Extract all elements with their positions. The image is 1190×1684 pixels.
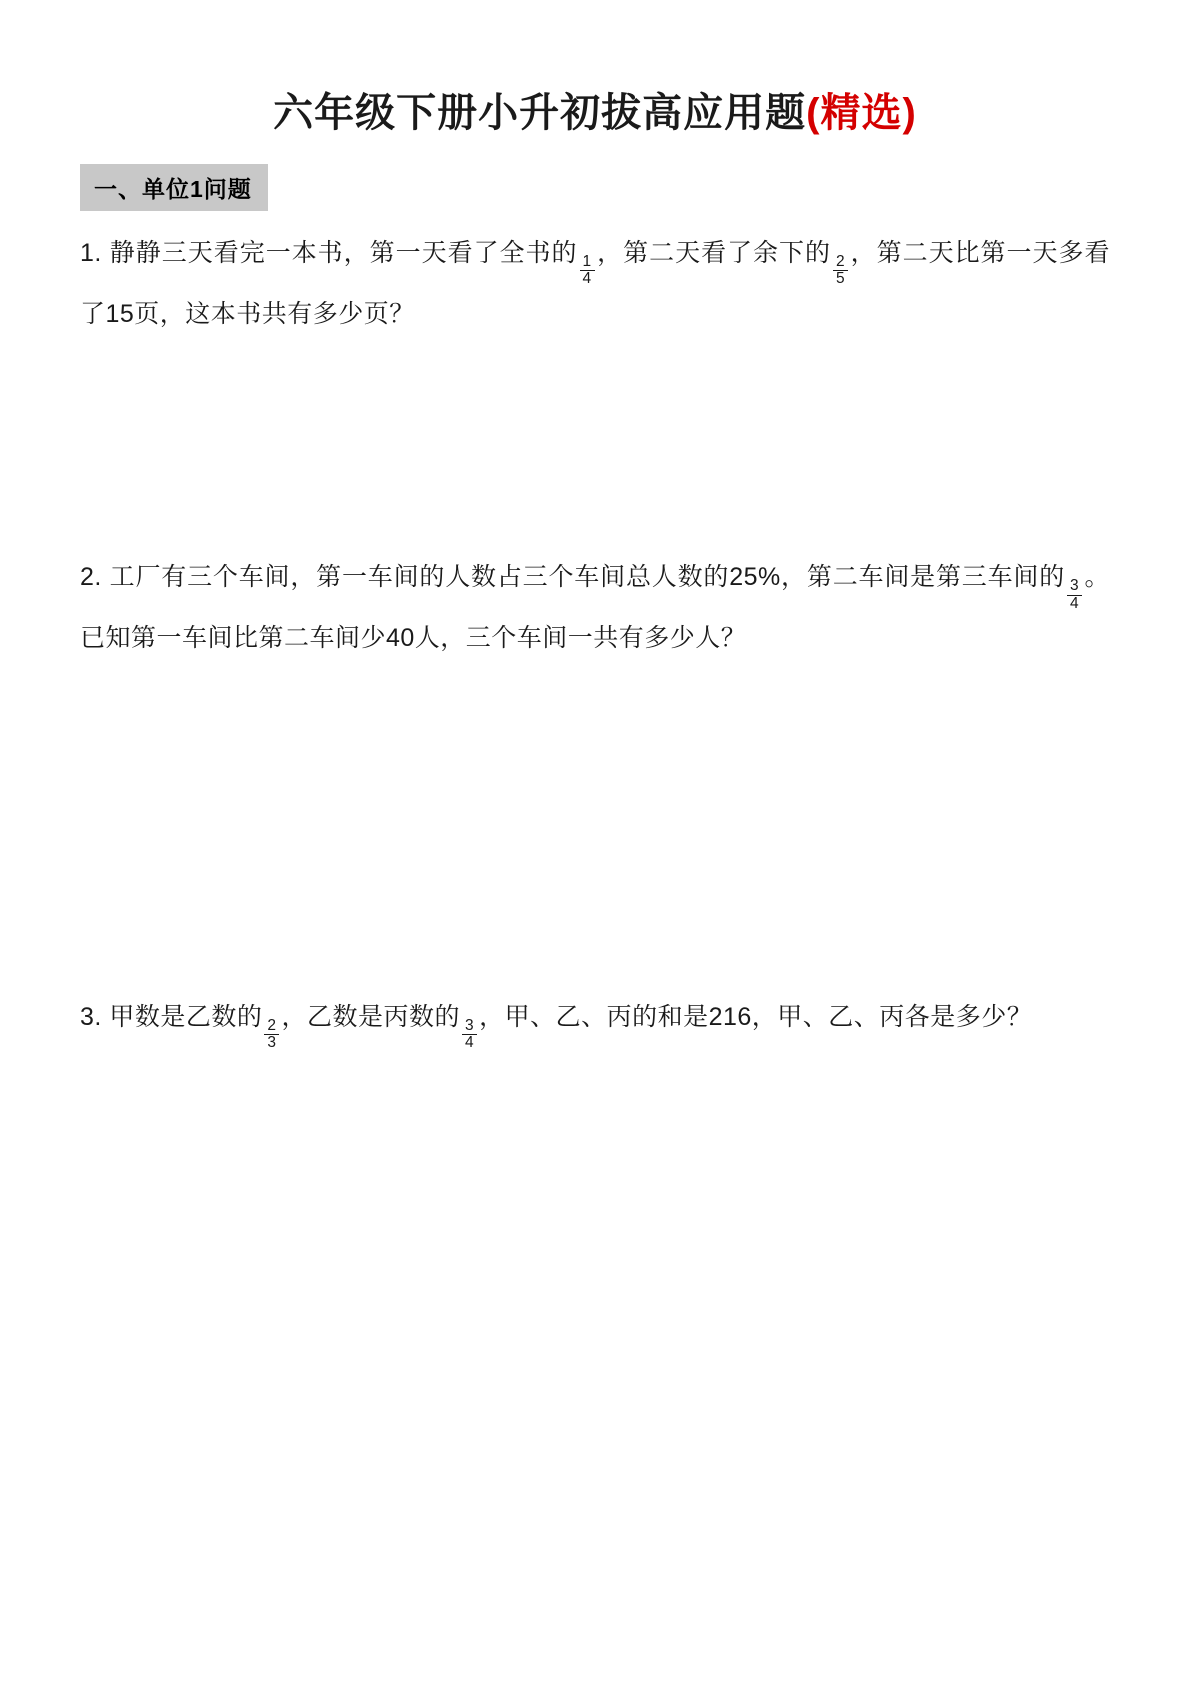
problem-1-fraction-2 — [833, 254, 848, 288]
fraction-denominator: 4 — [1067, 595, 1082, 612]
page-title-bracket-open: ( — [806, 91, 821, 135]
page-title — [80, 88, 1110, 138]
section-heading: 一、单位1问题 — [80, 164, 268, 211]
problem-3-number: 3. — [80, 1002, 102, 1031]
answer-space-1 — [80, 338, 1110, 553]
fraction-numerator: 3 — [1070, 577, 1080, 595]
problem-item-1 — [80, 229, 1110, 338]
fraction-denominator: 5 — [833, 270, 848, 287]
page-title-main: 六年级下册小升初拔高应用题 — [273, 91, 807, 135]
page-title-accent: 精选 — [820, 91, 903, 135]
problem-2-text-part2: 。已知第一车间比第二车间少40人，三个车间一共有多少人？ — [80, 563, 1110, 652]
fraction-numerator: 2 — [836, 253, 846, 271]
problem-1-text-part2: ，第二天看了余下的 — [596, 239, 832, 267]
answer-space-3 — [80, 1053, 1110, 1113]
fraction-denominator: 3 — [264, 1034, 279, 1051]
problem-1-number: 1. — [80, 239, 102, 267]
problem-2-number: 2. — [80, 563, 102, 592]
problem-item-2 — [80, 553, 1110, 662]
problem-2-fraction-1 — [1067, 578, 1082, 612]
problem-3-text-part2: ，乙数是丙数的 — [281, 1002, 460, 1031]
problem-3-text-part3: ，甲、乙、丙的和是216，甲、乙、丙各是多少？ — [479, 1002, 1033, 1031]
fraction-denominator: 4 — [580, 270, 595, 287]
section-heading-wrap — [80, 164, 1110, 229]
page-title-bracket-close: ) — [902, 91, 917, 135]
problem-item-3 — [80, 993, 1110, 1054]
problem-2-text-part1: 工厂有三个车间，第一车间的人数占三个车间总人数的25%，第二车间是第三车间的 — [109, 563, 1066, 592]
problem-3-text-part1: 甲数是乙数的 — [109, 1002, 263, 1031]
fraction-numerator: 1 — [582, 253, 592, 271]
fraction-denominator: 4 — [462, 1034, 477, 1051]
answer-space-2 — [80, 663, 1110, 993]
problem-3-fraction-1 — [264, 1018, 279, 1052]
problem-3-fraction-2 — [462, 1018, 477, 1052]
fraction-numerator: 2 — [267, 1016, 277, 1034]
problem-1-text-part1: 静静三天看完一本书，第一天看了全书的 — [109, 239, 578, 267]
problem-1-fraction-1 — [580, 254, 595, 288]
fraction-numerator: 3 — [464, 1016, 475, 1034]
problem-1-text-part3: ，第二天比第一天多看了15页，这本书共有多少页？ — [80, 239, 1110, 328]
